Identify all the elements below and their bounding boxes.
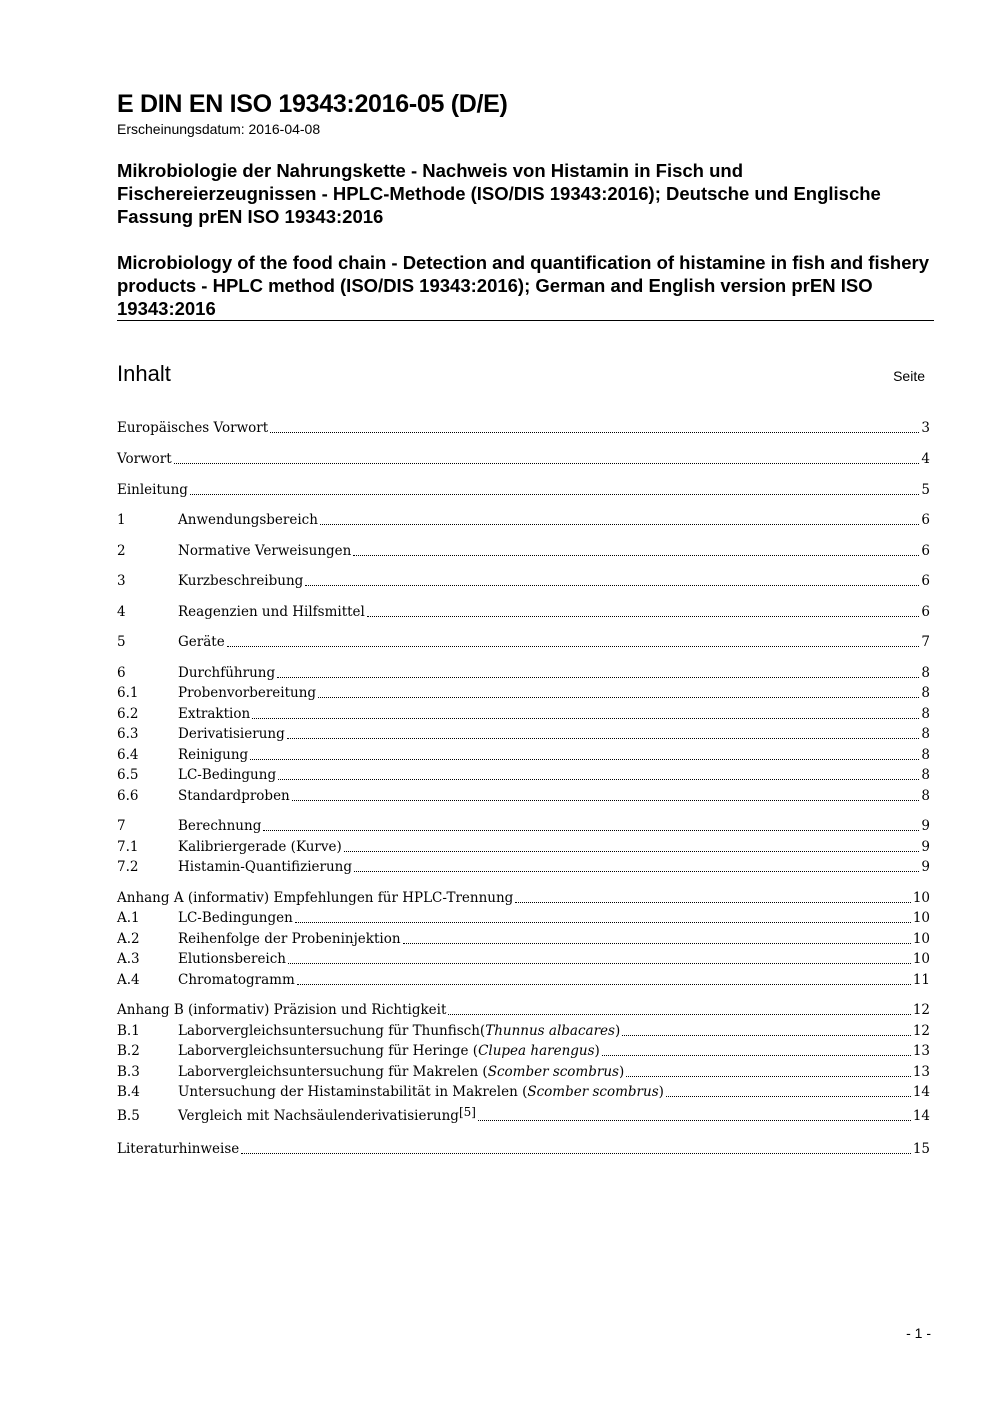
- toc-entry-title: LC-Bedingungen: [178, 910, 293, 926]
- toc-entry-number: 4: [117, 604, 126, 620]
- toc-entry-number: B.1: [117, 1023, 140, 1039]
- toc-entry-title: Reihenfolge der Probeninjektion: [178, 931, 401, 947]
- toc-entry[interactable]: [117, 817, 930, 835]
- toc-entry-number: 2: [117, 543, 126, 559]
- toc-entry-number: B.5: [117, 1108, 140, 1124]
- toc-entry-page: 6: [921, 573, 930, 589]
- toc-entry-number: B.3: [117, 1064, 140, 1080]
- toc-dot-leader: [344, 851, 920, 852]
- toc-dot-leader: [478, 1120, 911, 1121]
- toc-entry[interactable]: [117, 633, 930, 651]
- toc-entry-page: 15: [912, 1141, 930, 1157]
- toc-entry-number: A.1: [117, 910, 140, 926]
- toc-dot-leader: [263, 830, 919, 831]
- toc-entry-page: 9: [921, 839, 930, 855]
- toc-entry-number: 6.2: [117, 706, 139, 722]
- toc-entry-title: Histamin-Quantifizierung: [178, 859, 353, 875]
- toc-entry-number: 6.3: [117, 726, 139, 742]
- toc-entry-page: 6: [921, 604, 930, 620]
- toc-dot-leader: [190, 494, 919, 495]
- toc-entry-species-name: Clupea harengus: [478, 1043, 595, 1059]
- toc-entry-page: 9: [921, 859, 930, 875]
- toc-entry-title: Standardproben: [178, 788, 290, 804]
- toc-dot-leader: [602, 1055, 911, 1056]
- publication-date: Erscheinungsdatum: 2016-04-08: [117, 121, 321, 137]
- toc-entry-species-name: Scomber scombrus: [487, 1064, 619, 1080]
- toc-entry[interactable]: [117, 1140, 930, 1158]
- toc-entry[interactable]: [117, 705, 930, 723]
- toc-dot-leader: [354, 871, 919, 872]
- toc-entry-number: 6.1: [117, 685, 139, 701]
- toc-entry-title: Vorwort: [117, 451, 172, 467]
- toc-entry-number: 7.2: [117, 859, 139, 875]
- toc-entry-species-name: Scomber scombrus: [527, 1084, 659, 1100]
- toc-entry-page: 5: [921, 482, 930, 498]
- toc-entry-title: Durchführung: [178, 665, 276, 681]
- toc-entry-page: 8: [921, 706, 930, 722]
- toc-entry-title: Reagenzien und Hilfsmittel: [178, 604, 365, 620]
- toc-entry-number: 7.1: [117, 839, 139, 855]
- toc-entry-number: 6.5: [117, 767, 139, 783]
- toc-dot-leader: [174, 463, 920, 464]
- toc-entry-species-name: Thunnus albacares: [485, 1023, 615, 1039]
- toc-dot-leader: [297, 984, 911, 985]
- toc-entry[interactable]: [117, 1001, 930, 1019]
- toc-entry-number: 6.4: [117, 747, 139, 763]
- toc-entry-page: 11: [912, 972, 930, 988]
- toc-entry-page: 13: [912, 1043, 930, 1059]
- toc-entry[interactable]: [117, 1063, 930, 1081]
- toc-entry-number: B.4: [117, 1084, 140, 1100]
- toc-entry-title: LC-Bedingung: [178, 767, 277, 783]
- toc-entry[interactable]: [117, 858, 930, 876]
- toc-dot-leader: [252, 718, 919, 719]
- toc-entry[interactable]: [117, 511, 930, 529]
- toc-entry-page: 14: [912, 1084, 930, 1100]
- toc-entry-title: Derivatisierung: [178, 726, 285, 742]
- toc-dot-leader: [515, 902, 910, 903]
- toc-entry-title: Vergleich mit Nachsäulenderivatisierung[5]: [178, 1105, 476, 1124]
- toc-entry[interactable]: [117, 664, 930, 682]
- toc-entry[interactable]: [117, 1083, 930, 1101]
- toc-entry-page: 7: [921, 634, 930, 650]
- toc-entry-page: 3: [921, 420, 930, 436]
- title-divider: [117, 320, 934, 321]
- toc-entry-page: 8: [921, 665, 930, 681]
- toc-entry-title: Literaturhinweise: [117, 1141, 240, 1157]
- toc-dot-leader: [403, 943, 911, 944]
- toc-dot-leader: [277, 677, 919, 678]
- toc-dot-leader: [626, 1076, 911, 1077]
- toc-entry-page: 10: [912, 931, 930, 947]
- toc-entry-page: 12: [912, 1002, 930, 1018]
- toc-dot-leader: [278, 779, 919, 780]
- toc-dot-leader: [250, 759, 919, 760]
- toc-entry[interactable]: [117, 684, 930, 702]
- toc-entry-title: Laborvergleichsuntersuchung für Heringe (Clupea harengus): [178, 1043, 600, 1059]
- toc-entry-citation: [5]: [458, 1105, 476, 1119]
- toc-entry[interactable]: [117, 930, 930, 948]
- toc-dot-leader: [287, 738, 920, 739]
- toc-entry-title: Geräte: [178, 634, 225, 650]
- toc-entry[interactable]: [117, 1107, 930, 1125]
- toc-entry-number: 6: [117, 665, 126, 681]
- toc-entry-title: Anhang B (informativ) Präzision und Richtigkeit: [117, 1002, 447, 1018]
- toc-entry-title: Extraktion: [178, 706, 251, 722]
- toc-entry-page: 8: [921, 788, 930, 804]
- toc-entry-page: 10: [912, 910, 930, 926]
- toc-entry[interactable]: [117, 1042, 930, 1060]
- toc-entry-page: 8: [921, 767, 930, 783]
- toc-entry-page: 13: [912, 1064, 930, 1080]
- toc-entry-page: 4: [921, 451, 930, 467]
- toc-entry-number: A.4: [117, 972, 140, 988]
- toc-entry[interactable]: [117, 542, 930, 560]
- title-german: Mikrobiologie der Nahrungskette - Nachweis von Histamin in Fisch und Fischereierzeugnissen - HPLC-Methode (ISO/DIS 19343:2016); Deutsche und Englische Fassung prEN ISO 19343:2016: [117, 160, 881, 227]
- toc-entry-number: 7: [117, 818, 126, 834]
- toc-entry-number: 6.6: [117, 788, 139, 804]
- toc-entry-number: A.2: [117, 931, 140, 947]
- toc-entry-page: 14: [912, 1108, 930, 1124]
- toc-dot-leader: [241, 1153, 911, 1154]
- toc-entry[interactable]: [117, 419, 930, 437]
- toc-entry-title: Probenvorbereitung: [178, 685, 317, 701]
- toc-entry-title: Anwendungsbereich: [178, 512, 318, 528]
- toc-dot-leader: [318, 697, 919, 698]
- toc-dot-leader: [320, 524, 919, 525]
- toc-heading: Inhalt: [117, 361, 171, 386]
- toc-entry-page: 9: [921, 818, 930, 834]
- toc-dot-leader: [448, 1014, 910, 1015]
- toc-entry-page: 10: [912, 951, 930, 967]
- toc-page-column-heading: Seite: [893, 368, 925, 384]
- toc-entry-title: Untersuchung der Histaminstabilität in Makrelen (Scomber scombrus): [178, 1084, 664, 1100]
- title-english: Microbiology of the food chain - Detection and quantification of histamine in fish and fishery products - HPLC method (ISO/DIS 19343:2016); German and English version prEN ISO 19343:2016: [117, 252, 929, 319]
- toc-entry[interactable]: [117, 909, 930, 927]
- toc-dot-leader: [292, 800, 920, 801]
- toc-entry[interactable]: [117, 838, 930, 856]
- toc-entry[interactable]: [117, 1022, 930, 1040]
- toc-entry-title: Europäisches Vorwort: [117, 420, 269, 436]
- toc-dot-leader: [666, 1096, 911, 1097]
- toc-entry-page: 10: [912, 890, 930, 906]
- toc-dot-leader: [353, 555, 919, 556]
- toc-entry-title: Chromatogramm: [178, 972, 295, 988]
- toc-entry-number: B.2: [117, 1043, 140, 1059]
- toc-entry[interactable]: [117, 572, 930, 590]
- toc-dot-leader: [305, 585, 919, 586]
- toc-entry-page: 8: [921, 747, 930, 763]
- toc-entry-number: A.3: [117, 951, 140, 967]
- page-number: - 1 -: [906, 1325, 931, 1341]
- toc-entry-title: Kalibriergerade (Kurve): [178, 839, 342, 855]
- toc-entry[interactable]: [117, 787, 930, 805]
- toc-entry-title: Laborvergleichsuntersuchung für Thunfisch(Thunnus albacares): [178, 1023, 621, 1039]
- toc-entry-title: Laborvergleichsuntersuchung für Makrelen (Scomber scombrus): [178, 1064, 625, 1080]
- toc-entry-title: Kurzbeschreibung: [178, 573, 304, 589]
- toc-entry-page: 6: [921, 512, 930, 528]
- document-id: E DIN EN ISO 19343:2016-05 (D/E): [117, 90, 508, 118]
- toc-entry-title: Elutionsbereich: [178, 951, 287, 967]
- toc-dot-leader: [288, 963, 911, 964]
- toc-entry-page: 8: [921, 685, 930, 701]
- toc-entry-page: 8: [921, 726, 930, 742]
- toc-entry-page: 6: [921, 543, 930, 559]
- toc-entry-number: 1: [117, 512, 126, 528]
- toc-entry-title: Einleitung: [117, 482, 188, 498]
- toc-entry[interactable]: [117, 746, 930, 764]
- toc-entry-number: 3: [117, 573, 126, 589]
- toc-dot-leader: [622, 1035, 911, 1036]
- toc-entry[interactable]: [117, 450, 930, 468]
- toc-entry-page: 12: [912, 1023, 930, 1039]
- toc-dot-leader: [295, 922, 911, 923]
- toc-dot-leader: [227, 646, 920, 647]
- toc-entry[interactable]: [117, 725, 930, 743]
- toc-entry-title: Reinigung: [178, 747, 249, 763]
- toc-entry[interactable]: [117, 950, 930, 968]
- toc-entry[interactable]: [117, 481, 930, 499]
- toc-entry[interactable]: [117, 766, 930, 784]
- toc-dot-leader: [270, 432, 919, 433]
- toc-entry[interactable]: [117, 971, 930, 989]
- toc-entry[interactable]: [117, 889, 930, 907]
- toc-entry-number: 5: [117, 634, 126, 650]
- toc-entry[interactable]: [117, 603, 930, 621]
- toc-dot-leader: [367, 616, 920, 617]
- toc-entry-title: Normative Verweisungen: [178, 543, 352, 559]
- toc-entry-title: Anhang A (informativ) Empfehlungen für HPLC-Trennung: [117, 890, 514, 906]
- toc-entry-title: Berechnung: [178, 818, 262, 834]
